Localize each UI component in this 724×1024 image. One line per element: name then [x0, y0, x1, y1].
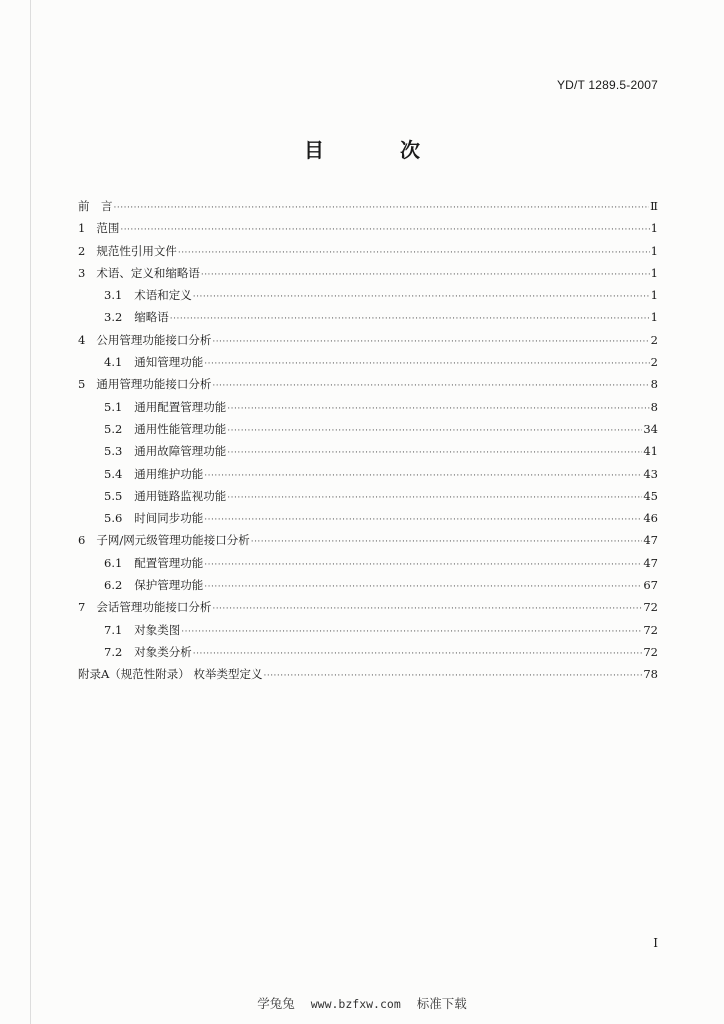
toc-entry[interactable] — [78, 265, 658, 287]
toc-entry-label: 通用链路监视功能 — [134, 488, 227, 503]
toc-entry-label: 规范性引用文件 — [96, 243, 177, 258]
toc-entry[interactable] — [78, 488, 658, 510]
toc-dot-leader — [227, 493, 642, 503]
toc-entry-page: 43 — [643, 466, 658, 481]
toc-entry-label: 范围 — [96, 221, 120, 236]
toc-entry-number: 1 — [78, 221, 86, 236]
toc-entry-number: 5.6 — [104, 511, 123, 526]
toc-entry-label: 术语、定义和缩略语 — [96, 265, 200, 280]
watermark-site-name: 学兔兔 — [257, 996, 295, 1011]
toc-entry-label: 通知管理功能 — [134, 355, 204, 370]
toc-dot-leader — [204, 359, 649, 369]
toc-entry-number: 7.2 — [104, 644, 123, 659]
toc-entry-page: 47 — [643, 533, 658, 548]
toc-dot-leader — [212, 337, 649, 347]
toc-entry-page: 72 — [643, 600, 658, 615]
toc-entry-number: 7 — [78, 600, 86, 615]
toc-entry-number: 2 — [78, 243, 86, 258]
toc-entry-label: 附录A（规范性附录） 枚举类型定义 — [78, 667, 263, 682]
toc-dot-leader — [170, 314, 650, 324]
toc-entry-page: 8 — [650, 377, 658, 392]
toc-entry-page: 34 — [643, 421, 658, 436]
toc-entry[interactable] — [78, 644, 658, 666]
toc-entry-number: 3 — [78, 265, 86, 280]
table-of-contents — [78, 198, 658, 689]
toc-entry-number: 6.1 — [104, 555, 123, 570]
toc-dot-leader — [251, 537, 643, 547]
toc-entry-page: 46 — [643, 511, 658, 526]
toc-dot-leader — [193, 292, 650, 302]
toc-dot-leader — [263, 671, 642, 681]
toc-title: 目 次 — [304, 138, 448, 162]
page-number: I — [653, 936, 658, 950]
toc-entry-page: 67 — [643, 578, 658, 593]
toc-dot-leader — [178, 248, 650, 258]
toc-dot-leader — [120, 225, 649, 235]
toc-entry[interactable] — [78, 666, 658, 688]
toc-entry[interactable] — [78, 466, 658, 488]
watermark-footer — [0, 994, 724, 1012]
toc-entry-number: 3.1 — [104, 288, 123, 303]
toc-entry[interactable] — [78, 599, 658, 621]
toc-entry[interactable] — [78, 243, 658, 265]
toc-entry-number: 5.2 — [104, 421, 123, 436]
toc-entry-page: 47 — [643, 555, 658, 570]
toc-entry-label: 子网/网元级管理功能接口分析 — [96, 533, 250, 548]
toc-entry-label: 通用维护功能 — [134, 466, 204, 481]
toc-entry-label: 时间同步功能 — [134, 511, 204, 526]
toc-entry-label: 对象类分析 — [134, 644, 192, 659]
toc-entry[interactable] — [78, 198, 658, 220]
toc-entry[interactable] — [78, 399, 658, 421]
toc-entry-page: 1 — [650, 243, 658, 258]
toc-entry-label: 通用性能管理功能 — [134, 421, 227, 436]
toc-dot-leader — [114, 203, 650, 213]
toc-entry-label: 通用故障管理功能 — [134, 444, 227, 459]
toc-entry-page: 1 — [650, 310, 658, 325]
toc-entry-number: 6.2 — [104, 578, 123, 593]
toc-entry-number: 6 — [78, 533, 86, 548]
toc-entry[interactable] — [78, 443, 658, 465]
toc-entry-label: 对象类图 — [134, 622, 181, 637]
toc-dot-leader — [193, 649, 643, 659]
toc-entry-page: 78 — [643, 667, 658, 682]
standard-code: YD/T 1289.5-2007 — [556, 78, 658, 92]
toc-entry-page: 72 — [643, 644, 658, 659]
toc-entry-label: 前 言 — [78, 199, 113, 213]
toc-dot-leader — [204, 471, 642, 481]
toc-entry[interactable] — [78, 287, 658, 309]
toc-entry-label: 缩略语 — [134, 310, 169, 325]
toc-entry-number: 4.1 — [104, 355, 123, 370]
toc-entry-page: 2 — [650, 332, 658, 347]
toc-entry-number: 5.3 — [104, 444, 123, 459]
toc-entry-page: 72 — [643, 622, 658, 637]
toc-dot-leader — [212, 381, 649, 391]
toc-entry[interactable] — [78, 220, 658, 242]
toc-entry-page: Ⅱ — [650, 199, 658, 213]
toc-dot-leader — [201, 270, 650, 280]
toc-dot-leader — [204, 560, 642, 570]
toc-entry-number: 3.2 — [104, 310, 123, 325]
toc-entry-label: 会话管理功能接口分析 — [96, 600, 212, 615]
toc-dot-leader — [181, 627, 642, 637]
toc-entry-number: 5.4 — [104, 466, 123, 481]
toc-dot-leader — [227, 426, 642, 436]
toc-dot-leader — [227, 448, 642, 458]
toc-dot-leader — [204, 515, 642, 525]
toc-entry-number: 5.1 — [104, 399, 123, 414]
toc-entry-label: 通用配置管理功能 — [134, 399, 227, 414]
toc-entry-page: 1 — [650, 221, 658, 236]
toc-entry-number: 4 — [78, 332, 86, 347]
toc-entry[interactable] — [78, 510, 658, 532]
toc-entry[interactable] — [78, 532, 658, 554]
toc-entry-label: 配置管理功能 — [134, 555, 204, 570]
toc-entry-number: 5 — [78, 377, 86, 392]
toc-entry-number: 7.1 — [104, 622, 123, 637]
toc-entry-page: 41 — [643, 444, 658, 459]
toc-dot-leader — [227, 404, 649, 414]
toc-entry[interactable] — [78, 622, 658, 644]
toc-entry[interactable] — [78, 577, 658, 599]
toc-entry-page: 1 — [650, 288, 658, 303]
toc-entry[interactable] — [78, 309, 658, 331]
toc-entry-page: 45 — [643, 488, 658, 503]
toc-entry-number: 5.5 — [104, 488, 123, 503]
toc-entry-page: 1 — [650, 265, 658, 280]
toc-entry[interactable] — [78, 332, 658, 354]
toc-dot-leader — [212, 604, 642, 614]
watermark-tagline: 标准下载 — [416, 996, 467, 1011]
toc-entry[interactable] — [78, 421, 658, 443]
watermark-url[interactable]: www.bzfxw.com — [310, 997, 401, 1011]
toc-entry-page: 2 — [650, 355, 658, 370]
toc-entry[interactable] — [78, 555, 658, 577]
toc-dot-leader — [204, 582, 642, 592]
toc-entry[interactable] — [78, 354, 658, 376]
toc-entry-label: 保护管理功能 — [134, 578, 204, 593]
toc-entry-page: 8 — [650, 399, 658, 414]
toc-entry[interactable] — [78, 376, 658, 398]
toc-entry-label: 术语和定义 — [134, 288, 192, 303]
toc-entry-label: 通用管理功能接口分析 — [96, 377, 212, 392]
toc-entry-label: 公用管理功能接口分析 — [96, 332, 212, 347]
